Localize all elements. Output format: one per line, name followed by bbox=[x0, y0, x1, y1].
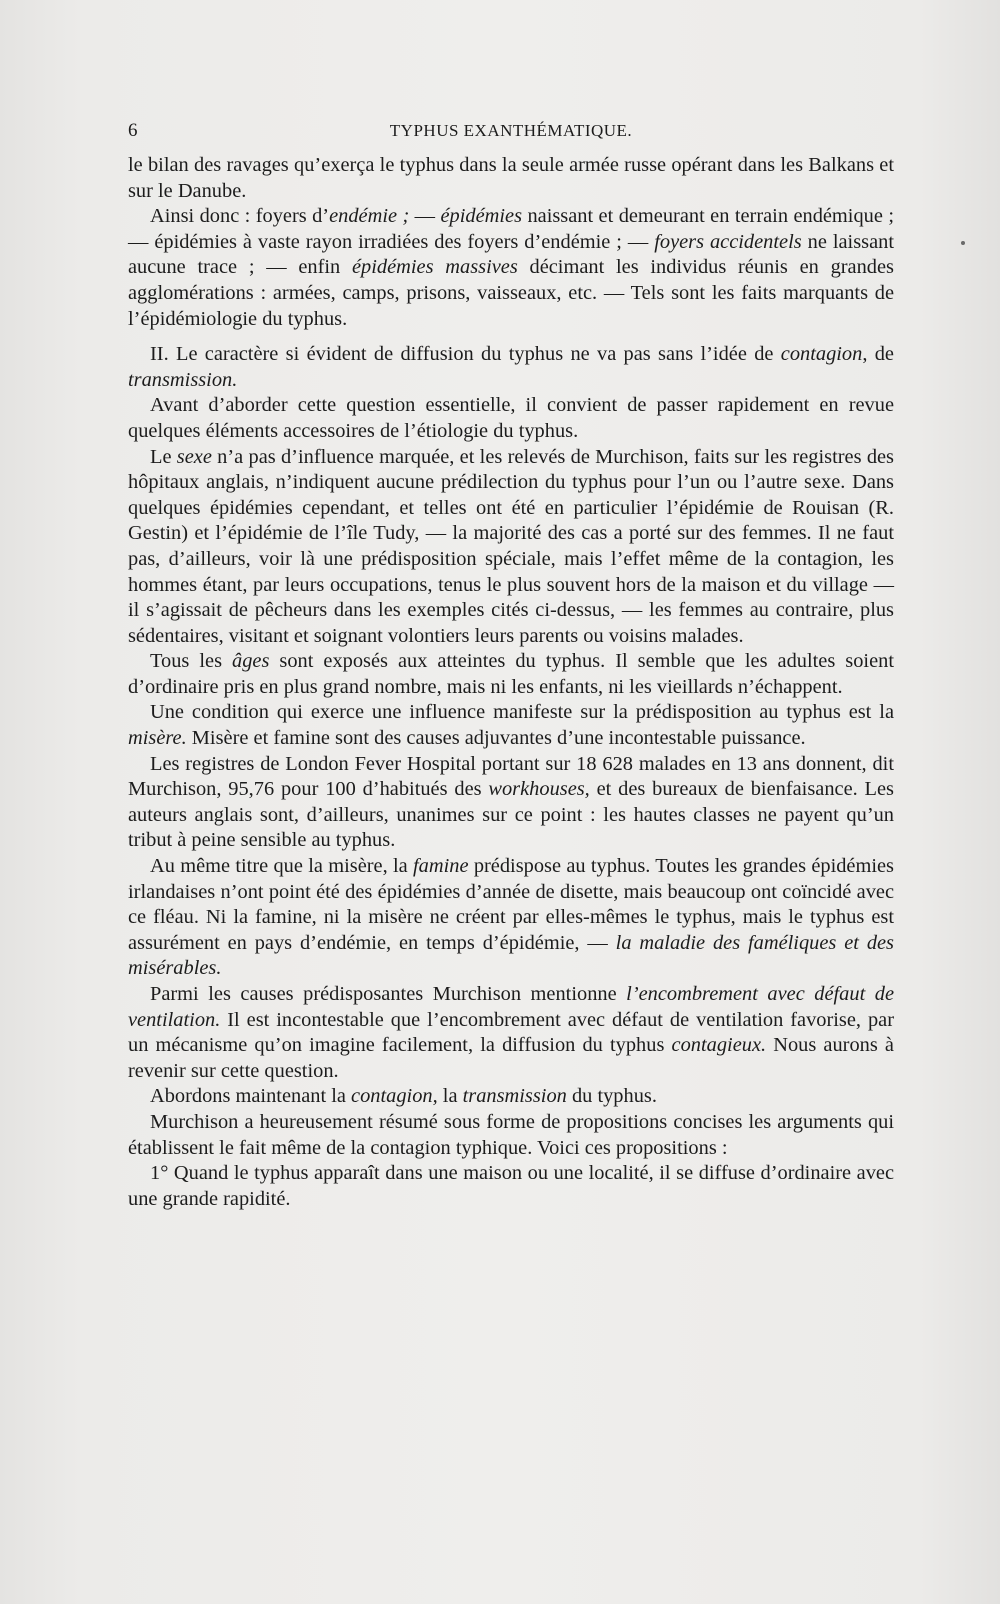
italic-text: sexe bbox=[176, 445, 212, 468]
text-run: — bbox=[409, 205, 441, 228]
paragraph bbox=[128, 393, 894, 444]
running-head: TYPHUS EXANTHÉMATIQUE. bbox=[389, 121, 633, 140]
italic-text: famine bbox=[413, 855, 469, 878]
italic-text: épidémies bbox=[440, 205, 523, 228]
italic-text: âges bbox=[232, 650, 270, 673]
text-run: Avant d’aborder cette question essentielle, il convient de passer rapidement en revue quelques éléments accessoires de l’étiologie du typhus. bbox=[128, 394, 894, 442]
text-run: , de bbox=[862, 343, 894, 366]
paragraph bbox=[128, 1161, 894, 1212]
paragraph bbox=[128, 342, 894, 393]
paragraph bbox=[128, 153, 894, 204]
italic-text: foyers accidentels bbox=[654, 230, 802, 253]
page-header bbox=[128, 118, 894, 146]
text-run: Le bbox=[150, 445, 177, 468]
text-run: Les registres de London Fever Hospital portant sur 18 628 malades en 13 ans donnent, dit Murchison, 95,76 pour 100 d’habitués des bbox=[128, 752, 894, 801]
paragraph bbox=[128, 649, 894, 700]
margin-speck bbox=[961, 241, 965, 245]
italic-text: l’encombrement avec défaut de ventilation. bbox=[128, 983, 894, 1031]
text-run: Abordons maintenant la bbox=[150, 1085, 352, 1108]
paragraph bbox=[128, 1110, 894, 1161]
text-run: Tous les bbox=[150, 650, 233, 673]
paragraph bbox=[128, 445, 894, 650]
text-run: Murchison a heureusement résumé sous forme de propositions concises les arguments qui établissent le fait même de la contagion typhique. Voici ces propositions : bbox=[128, 1110, 894, 1159]
italic-text: contagion, bbox=[351, 1085, 438, 1108]
body-text bbox=[128, 153, 894, 1212]
text-run: Parmi les causes prédisposantes Murchison mentionne bbox=[150, 983, 627, 1005]
italic-text: épidémies massives bbox=[352, 256, 518, 279]
text-run: Nous aurons à revenir sur cette question. bbox=[128, 1034, 894, 1082]
paragraph bbox=[128, 204, 894, 332]
text-run: n’a pas d’influence marquée, et les relevés de Murchison, faits sur les registres des hôpitaux anglais, n’indiquent aucune prédilection du typhus pour l’un ou l’autre sexe. Dans quelques épidémies cependant, et telles ont été en particulier l’épidémie de Rouisan (R. Gestin) et l’épidémie de l’île Tudy, — la majorité des cas a porté sur des femmes. Il ne faut pas, d’ailleurs, voir là une prédisposition spéciale, mais l’effet même de la contagion, les hommes étant, par leurs occupations, tenus le plus souvent hors de la maison et du village — il s’agissait de pêcheurs dans les exemples cités ci-dessus, — les femmes au contraire, plus sédentaires, visitant et soignant volontiers leurs parents ou voisins malades. bbox=[128, 445, 894, 647]
text-run: Il est incontestable que l’encombrement avec défaut de ventilation favorise, par un mécanisme qu’on imagine facilement, la diffusion du typhus bbox=[128, 1008, 894, 1057]
paragraph bbox=[128, 1084, 894, 1110]
text-run: le bilan des ravages qu’exerça le typhus dans la seule armée russe opérant dans les Balkans et sur le Danube. bbox=[128, 154, 894, 202]
text-run: sont exposés aux atteintes du typhus. Il semble que les adultes soient d’ordinaire pris en plus grand nombre, mais ni les enfants, ni les vieillards n’échappent. bbox=[128, 650, 894, 698]
italic-text: transmission. bbox=[128, 368, 238, 391]
text-run: Ainsi donc : foyers d’ bbox=[150, 205, 330, 228]
paragraph bbox=[128, 982, 894, 1084]
text-run: Misère et famine sont des causes adjuvantes d’une incontestable puissance. bbox=[186, 727, 806, 750]
text-run: ne laissant aucune trace ; — enfin bbox=[128, 230, 894, 279]
paragraph bbox=[128, 700, 894, 751]
text-run: prédispose au typhus. Toutes les grandes épidémies irlandaises n’ont point été des épidémies d’année de disette, mais beaucoup ont coïncidé avec ce fléau. Ni la famine, ni la misère ne créent par elles-mêmes le typhus, mais le typhus est assurément en pays d’endémie, en temps d’épidémie, — bbox=[128, 855, 894, 954]
italic-text: workhouses, bbox=[488, 778, 590, 801]
text-run: II. Le caractère si évident de diffusion du typhus ne va pas sans l’idée de bbox=[150, 343, 781, 366]
italic-text: contagion bbox=[780, 343, 863, 366]
italic-text: misère. bbox=[128, 727, 187, 750]
text-run: Une condition qui exerce une influence manifeste sur la prédisposition au typhus est la bbox=[150, 701, 894, 724]
text-run: et des bureaux de bienfaisance. Les auteurs anglais sont, d’ailleurs, unanimes sur ce point : les hautes classes ne payent qu’un tribut à peine sensible au typhus. bbox=[128, 778, 894, 852]
text-run: du typhus. bbox=[566, 1085, 657, 1108]
text-run: naissant et demeurant en terrain endémique ; — épidémies à vaste rayon irradiées des foyers d’endémie ; — bbox=[128, 205, 894, 253]
text-run: 1° Quand le typhus apparaît dans une maison ou une localité, il se diffuse d’ordinaire avec une grande rapidité. bbox=[128, 1162, 894, 1210]
italic-text: endémie ; bbox=[329, 205, 410, 228]
paragraph bbox=[128, 752, 894, 854]
text-run: décimant les individus réunis en grandes agglomérations : armées, camps, prisons, vaisseaux, etc. — Tels sont les faits marquants de l’épidémiologie du typhus. bbox=[128, 256, 894, 330]
text-run: la bbox=[437, 1085, 463, 1108]
italic-text: transmission bbox=[462, 1085, 567, 1108]
italic-text: la maladie des faméliques et des misérables. bbox=[128, 931, 894, 980]
text-run: Au même titre que la misère, la bbox=[150, 855, 414, 878]
page-number: 6 bbox=[128, 120, 138, 141]
paragraph bbox=[128, 854, 894, 982]
italic-text: contagieux. bbox=[671, 1034, 767, 1057]
